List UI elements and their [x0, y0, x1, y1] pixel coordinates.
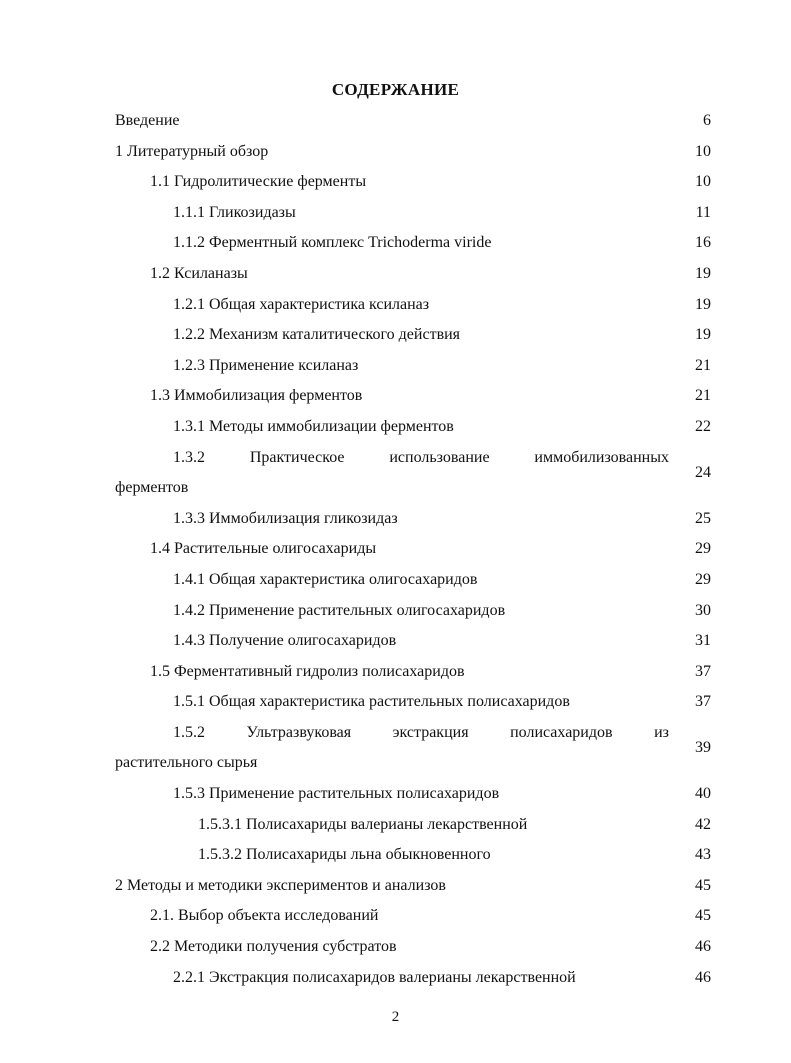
toc-entry[interactable]	[0, 106, 791, 137]
page-title: СОДЕРЖАНИЕ	[331, 80, 460, 99]
toc-entry-page: 31	[695, 632, 711, 650]
toc-entry-word: 1.3.2	[173, 448, 205, 466]
toc-entry-page: 24	[695, 463, 711, 481]
toc-entry-page: 43	[695, 846, 711, 864]
toc-entry-word: 1.5.2	[173, 723, 205, 741]
toc-entry-label: 2.2.1 Экстракция полисахаридов валерианы лекарственной	[173, 968, 576, 986]
toc-entry[interactable]	[0, 901, 791, 932]
toc-entry-label: 1.1 Гидролитические ферменты	[150, 173, 367, 191]
toc-entry[interactable]	[0, 167, 791, 198]
toc-entry[interactable]	[0, 687, 791, 718]
toc-entry[interactable]	[0, 718, 791, 779]
toc-entry[interactable]	[0, 810, 791, 841]
toc-entry[interactable]	[0, 443, 791, 504]
toc-entry-label: 1.4 Растительные олигосахариды	[150, 540, 377, 558]
toc-entry-label: 2 Методы и методики экспериментов и анализов	[115, 876, 446, 894]
toc-entry[interactable]	[0, 228, 791, 259]
toc-entry-page: 25	[695, 509, 711, 527]
toc-entry-word: использование	[389, 448, 490, 466]
toc-entry-page: 46	[695, 968, 711, 986]
toc-entry-page: 22	[695, 417, 711, 435]
toc-entry-page: 11	[695, 203, 711, 221]
toc-entry[interactable]	[0, 412, 791, 443]
toc-entry-page: 45	[695, 907, 711, 925]
toc-entry-page: 40	[695, 785, 711, 803]
toc-entry-page: 29	[695, 540, 711, 558]
toc-entry-label: 1.5.3.2 Полисахариды льна обыкновенного	[198, 846, 491, 864]
toc-entry-label: 1.5 Ферментативный гидролиз полисахаридов	[150, 662, 465, 680]
toc-entry[interactable]	[0, 871, 791, 902]
toc-entry-label: 1.2.2 Механизм каталитического действия	[173, 326, 461, 344]
toc-entry-label: 1.3 Иммобилизация ферментов	[150, 387, 363, 405]
toc-entry[interactable]	[0, 198, 791, 229]
toc-entry-page: 46	[695, 938, 711, 956]
toc-entry-word: Ультразвуковая	[246, 723, 352, 741]
toc-entry-label: 1.2.3 Применение ксиланаз	[173, 356, 359, 374]
toc-entry-page: 16	[695, 234, 711, 252]
toc-entry-page: 10	[695, 173, 711, 191]
toc-entry-label-line1	[173, 718, 669, 749]
toc-entry[interactable]	[0, 779, 791, 810]
toc-entry[interactable]	[0, 565, 791, 596]
toc-entry-page: 37	[695, 662, 711, 680]
toc-entry-label: 2.1. Выбор объекта исследований	[150, 907, 379, 925]
table-of-contents	[0, 106, 791, 993]
toc-entry-label: 1.5.3 Применение растительных полисахаридов	[173, 785, 500, 803]
toc-entry[interactable]	[0, 963, 791, 994]
toc-entry-word: иммобилизованных	[534, 448, 669, 466]
toc-entry-page: 19	[695, 326, 711, 344]
toc-entry-label: 1.3.3 Иммобилизация гликозидаз	[173, 509, 398, 527]
toc-entry[interactable]	[0, 596, 791, 627]
toc-entry-label: 1.4.3 Получение олигосахаридов	[173, 632, 397, 650]
page-number: 2	[391, 1009, 400, 1025]
toc-entry-label: 1.2.1 Общая характеристика ксиланаз	[173, 295, 430, 313]
toc-entry[interactable]	[0, 840, 791, 871]
toc-entry[interactable]	[0, 534, 791, 565]
toc-entry-word: экстракция	[392, 723, 469, 741]
toc-entry-page: 45	[695, 876, 711, 894]
toc-entry-label: 1.3.1 Методы иммобилизации ферментов	[173, 417, 454, 435]
toc-entry-label-line2: растительного сырья	[115, 754, 258, 772]
toc-entry-label: Введение	[115, 112, 180, 129]
toc-entry[interactable]	[0, 290, 791, 321]
toc-entry[interactable]	[0, 351, 791, 382]
toc-entry[interactable]	[0, 626, 791, 657]
toc-entry[interactable]	[0, 932, 791, 963]
toc-entry-word: полисахаридов	[510, 723, 613, 741]
toc-entry-page: 19	[695, 295, 711, 313]
toc-entry-label: 2.2 Методики получения субстратов	[150, 938, 397, 956]
toc-entry-label-line2: ферментов	[115, 479, 189, 497]
toc-entry-word: из	[654, 723, 669, 741]
toc-entry[interactable]	[0, 137, 791, 168]
toc-entry[interactable]	[0, 259, 791, 290]
toc-entry-page: 39	[695, 739, 711, 757]
toc-entry-page: 21	[695, 387, 711, 405]
toc-entry[interactable]	[0, 504, 791, 535]
toc-entry-label: 1.4.1 Общая характеристика олигосахаридов	[173, 570, 478, 588]
toc-entry-label: 1.4.2 Применение растительных олигосахаридов	[173, 601, 506, 619]
toc-entry-page: 42	[695, 815, 711, 833]
toc-entry-label: 1 Литературный обзор	[115, 142, 269, 160]
toc-entry[interactable]	[0, 381, 791, 412]
toc-entry-label: 1.1.1 Гликозидазы	[173, 203, 296, 221]
toc-entry-page: 19	[695, 264, 711, 282]
toc-entry-label: 1.5.1 Общая характеристика растительных полисахаридов	[173, 693, 570, 711]
toc-entry-label: 1.1.2 Ферментный комплекс Trichoderma viride	[173, 234, 492, 252]
toc-entry-page: 37	[695, 693, 711, 711]
toc-entry[interactable]	[0, 657, 791, 688]
toc-entry-label: 1.5.3.1 Полисахариды валерианы лекарственной	[198, 815, 528, 833]
toc-entry-page: 6	[703, 112, 711, 129]
toc-entry-page: 21	[695, 356, 711, 374]
toc-entry[interactable]	[0, 320, 791, 351]
toc-entry-page: 10	[695, 142, 711, 160]
toc-entry-word: Практическое	[249, 448, 345, 466]
toc-entry-label: 1.2 Ксиланазы	[150, 264, 248, 282]
toc-entry-page: 29	[695, 570, 711, 588]
toc-entry-label-line1	[173, 443, 669, 474]
toc-entry-page: 30	[695, 601, 711, 619]
